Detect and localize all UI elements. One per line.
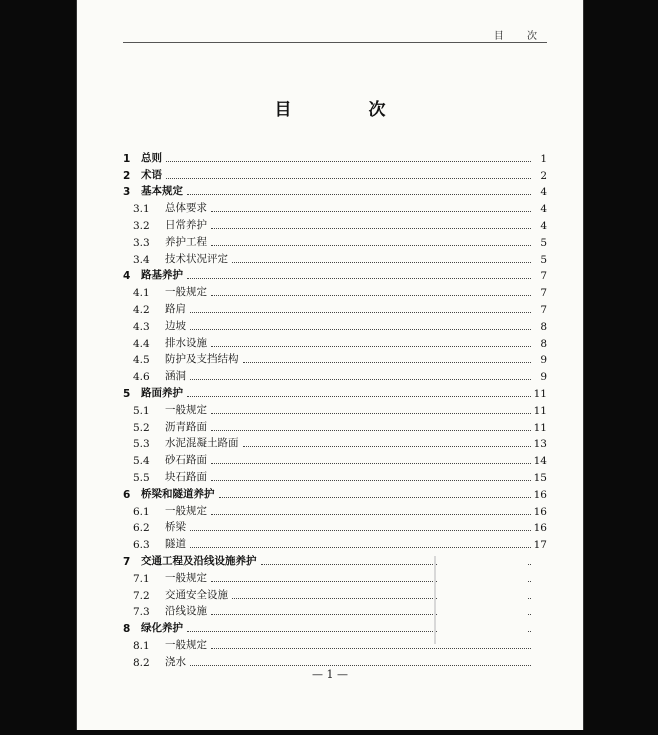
toc-entry-title: 一般规定	[165, 286, 207, 299]
toc-entry[interactable]	[123, 215, 547, 232]
toc-entry-page: 8	[540, 320, 547, 333]
toc-entry-number: 3.1	[133, 203, 150, 216]
toc-entry-number: 1	[123, 152, 131, 165]
toc-entry-title: 沥青路面	[165, 420, 207, 433]
toc-entry-number: 2	[123, 169, 131, 182]
toc-entry-number: 5.4	[133, 455, 150, 468]
toc-entry-title: 日常养护	[165, 218, 207, 231]
toc-entry-number: 3.2	[133, 219, 150, 232]
dot-leader	[190, 329, 531, 330]
toc-entry-title: 路面养护	[141, 386, 183, 399]
toc-entry-title: 总体要求	[165, 202, 207, 215]
toc-entry-number: 5.1	[133, 404, 150, 417]
toc-entry[interactable]	[123, 652, 547, 669]
toc-entry-title: 绿化养护	[141, 622, 183, 635]
toc-entry-title: 防护及支挡结构	[165, 353, 239, 366]
toc-entry-number: 7	[123, 555, 131, 568]
toc-entry-page: 8	[540, 337, 547, 350]
dot-leader	[219, 497, 532, 498]
toc-entry-page: 9	[540, 354, 547, 367]
toc-entry-title: 一般规定	[165, 638, 207, 651]
toc-entry-number: 3.4	[133, 253, 150, 266]
toc-entry-page: 9	[540, 371, 547, 384]
toc-entry-page: 11	[533, 387, 547, 400]
toc-entry-title: 水泥混凝土路面	[165, 437, 239, 450]
toc-entry[interactable]	[123, 299, 547, 316]
toc-entry-title: 基本规定	[141, 185, 183, 198]
toc-entry-number: 4.4	[133, 337, 150, 350]
toc-entry-number: 8.2	[133, 656, 150, 669]
toc-entry-title: 养护工程	[165, 235, 207, 248]
toc-entry-number: 8	[123, 623, 131, 636]
toc-entry-number: 7.2	[133, 589, 150, 602]
dot-leader	[211, 648, 531, 649]
toc-entry-title: 块石路面	[165, 470, 207, 483]
toc-entry[interactable]	[123, 249, 547, 266]
page-fold-overlay	[437, 552, 527, 647]
toc-entry-page: 16	[533, 505, 547, 518]
toc-entry-number: 4.3	[133, 320, 150, 333]
toc-entry[interactable]	[123, 383, 547, 400]
toc-entry-title: 桥梁	[165, 521, 186, 534]
document-page	[76, 0, 584, 730]
toc-entry[interactable]	[123, 534, 547, 551]
toc-entry-number: 6.2	[133, 522, 150, 535]
dot-leader	[211, 346, 531, 347]
dot-leader	[187, 396, 531, 397]
toc-entry[interactable]	[123, 148, 547, 165]
toc-entry-title: 技术状况评定	[165, 252, 228, 265]
toc-entry-number: 5	[123, 387, 131, 400]
toc-entry-page: 13	[533, 438, 547, 451]
toc-entry-title: 桥梁和隧道养护	[141, 487, 215, 500]
toc-entry[interactable]	[123, 450, 547, 467]
toc-entry-number: 5.5	[133, 471, 150, 484]
toc-entry-number: 6.3	[133, 539, 150, 552]
toc-entry-number: 3.3	[133, 236, 150, 249]
toc-entry-page: 15	[533, 471, 547, 484]
toc-entry-title: 术语	[141, 168, 162, 181]
toc-entry-page: 4	[540, 219, 547, 232]
dot-leader	[211, 228, 531, 229]
page-number: — 1 —	[312, 668, 348, 681]
toc-entry-number: 4	[123, 270, 131, 283]
toc-entry-page: 17	[533, 539, 547, 552]
dot-leader	[211, 430, 531, 431]
toc-entry[interactable]	[123, 165, 547, 182]
toc-entry-number: 6	[123, 488, 131, 501]
toc-entry-number: 4.6	[133, 371, 150, 384]
dot-leader	[243, 362, 532, 363]
toc-entry-number: 4.5	[133, 354, 150, 367]
toc-entry[interactable]	[123, 434, 547, 451]
toc-entry-title: 交通安全设施	[165, 588, 228, 601]
toc-entry-page: 4	[540, 203, 547, 216]
toc-entry-number: 5.3	[133, 438, 150, 451]
toc-entry[interactable]	[123, 282, 547, 299]
toc-entry-number: 5.2	[133, 421, 150, 434]
toc-entry-title: 浇水	[165, 655, 186, 668]
toc-entry-page: 1	[540, 152, 547, 165]
toc-entry[interactable]	[123, 198, 547, 215]
dot-leader	[211, 295, 531, 296]
toc-entry-title: 隧道	[165, 538, 186, 551]
dot-leader	[187, 278, 531, 279]
toc-entry[interactable]	[123, 350, 547, 367]
toc-entry[interactable]	[123, 366, 547, 383]
toc-entry-number: 7.3	[133, 606, 150, 619]
dot-leader	[190, 665, 531, 666]
toc-entry[interactable]	[123, 417, 547, 434]
dot-leader	[211, 413, 531, 414]
toc-entry[interactable]	[123, 518, 547, 535]
toc-entry-page: 2	[540, 169, 547, 182]
toc-entry-title: 交通工程及沿线设施养护	[141, 554, 257, 567]
toc-entry[interactable]	[123, 232, 547, 249]
toc-entry-page: 16	[533, 522, 547, 535]
page-title: 目 次	[274, 100, 416, 120]
toc-entry[interactable]	[123, 333, 547, 350]
dot-leader	[190, 312, 531, 313]
toc-entry[interactable]	[123, 316, 547, 333]
toc-entry-page: 7	[540, 270, 547, 283]
toc-entry-title: 排水设施	[165, 336, 207, 349]
toc-entry-page: 14	[533, 455, 547, 468]
toc-entry-page: 5	[540, 253, 547, 266]
dot-leader	[211, 245, 531, 246]
dot-leader	[211, 480, 531, 481]
toc-entry-number: 7.1	[133, 572, 150, 585]
dot-leader	[166, 161, 531, 162]
dot-leader	[190, 530, 531, 531]
toc-entry-page: 11	[533, 404, 547, 417]
toc-entry-title: 一般规定	[165, 571, 207, 584]
toc-entry-page: 11	[533, 421, 547, 434]
toc-entry-page: 5	[540, 236, 547, 249]
dot-leader	[243, 446, 532, 447]
toc-entry[interactable]	[123, 400, 547, 417]
dot-leader	[190, 547, 531, 548]
dot-leader	[232, 262, 531, 263]
toc-entry-page: 16	[533, 488, 547, 501]
toc-entry-number: 3	[123, 186, 131, 199]
dot-leader	[211, 211, 531, 212]
toc-entry-title: 一般规定	[165, 504, 207, 517]
toc-entry[interactable]	[123, 266, 547, 283]
dot-leader	[211, 514, 531, 515]
toc-entry-title: 砂石路面	[165, 454, 207, 467]
toc-entry-number: 4.2	[133, 303, 150, 316]
toc-entry[interactable]	[123, 501, 547, 518]
toc-entry-title: 总则	[141, 151, 162, 164]
toc-entry[interactable]	[123, 484, 547, 501]
toc-entry[interactable]	[123, 467, 547, 484]
dot-leader	[187, 194, 531, 195]
header-rule	[123, 42, 547, 43]
running-header: 目 次	[493, 31, 547, 42]
toc-entry-page: 7	[540, 303, 547, 316]
toc-entry-number: 4.1	[133, 287, 150, 300]
toc-entry-number: 8.1	[133, 639, 150, 652]
dot-leader	[190, 379, 531, 380]
toc-entry-page: 4	[540, 186, 547, 199]
toc-entry-title: 涵洞	[165, 370, 186, 383]
toc-entry-title: 沿线设施	[165, 605, 207, 618]
toc-entry-title: 边坡	[165, 319, 186, 332]
toc-entry-title: 路基养护	[141, 269, 183, 282]
toc-entry-number: 6.1	[133, 505, 150, 518]
dot-leader	[211, 463, 531, 464]
dot-leader	[166, 178, 531, 179]
toc-entry-page: 7	[540, 287, 547, 300]
toc-entry[interactable]	[123, 182, 547, 199]
toc-entry-title: 路肩	[165, 302, 186, 315]
toc-entry-title: 一般规定	[165, 403, 207, 416]
page-fold-edge	[434, 556, 436, 644]
